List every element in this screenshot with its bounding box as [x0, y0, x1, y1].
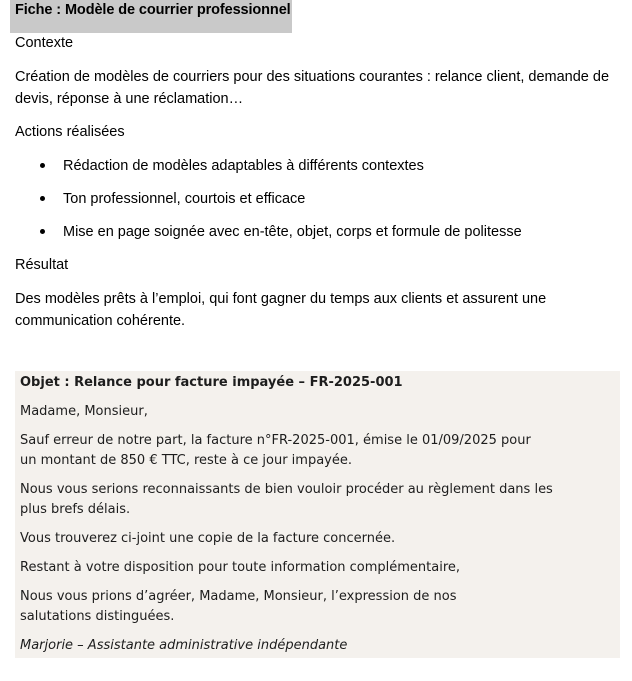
action-text: Rédaction de modèles adaptables à différents contextes [63, 158, 424, 174]
result-heading: Résultat [15, 257, 69, 273]
page-title: Fiche : Modèle de courrier professionnel [15, 2, 291, 18]
letter-greeting: Madame, Monsieur, [20, 404, 148, 419]
letter-template [15, 371, 620, 658]
bullet-icon [40, 196, 45, 201]
action-text: Ton professionnel, courtois et efficace [63, 191, 306, 207]
actions-heading: Actions réalisées [15, 124, 125, 140]
action-text: Mise en page soignée avec en-tête, objet, corps et formule de politesse [63, 224, 522, 240]
result-text: Des modèles prêts à l’emploi, qui font gagner du temps aux clients et assurent une communication cohérente. [15, 291, 547, 329]
letter-paragraph: Nous vous serions reconnaissants de bien vouloir procéder au règlement dans les plus brefs délais. [20, 482, 553, 517]
letter-subject: Objet : Relance pour facture impayée – FR-2025-001 [20, 375, 403, 390]
bullet-icon [40, 163, 45, 168]
context-heading: Contexte [15, 35, 74, 51]
actions-list [15, 152, 522, 251]
context-text: Création de modèles de courriers pour des situations courantes : relance client, demande de devis, réponse à une réclamation… [15, 69, 610, 107]
letter-paragraph: Restant à votre disposition pour toute information complémentaire, [20, 560, 461, 575]
letter-signature: Marjorie – Assistante administrative indépendante [20, 638, 348, 653]
letter-paragraph: Sauf erreur de notre part, la facture n°FR-2025-001, émise le 01/09/2025 pour un montant de 850 € TTC, reste à ce jour impayée. [20, 433, 531, 468]
list-item [15, 218, 522, 251]
letter-closing: Nous vous prions d’agréer, Madame, Monsieur, l’expression de nos salutations distinguées. [20, 589, 457, 624]
bullet-icon [40, 229, 45, 234]
list-item [15, 185, 522, 218]
letter-paragraph: Vous trouverez ci-joint une copie de la facture concernée. [20, 531, 396, 546]
list-item [15, 152, 522, 185]
